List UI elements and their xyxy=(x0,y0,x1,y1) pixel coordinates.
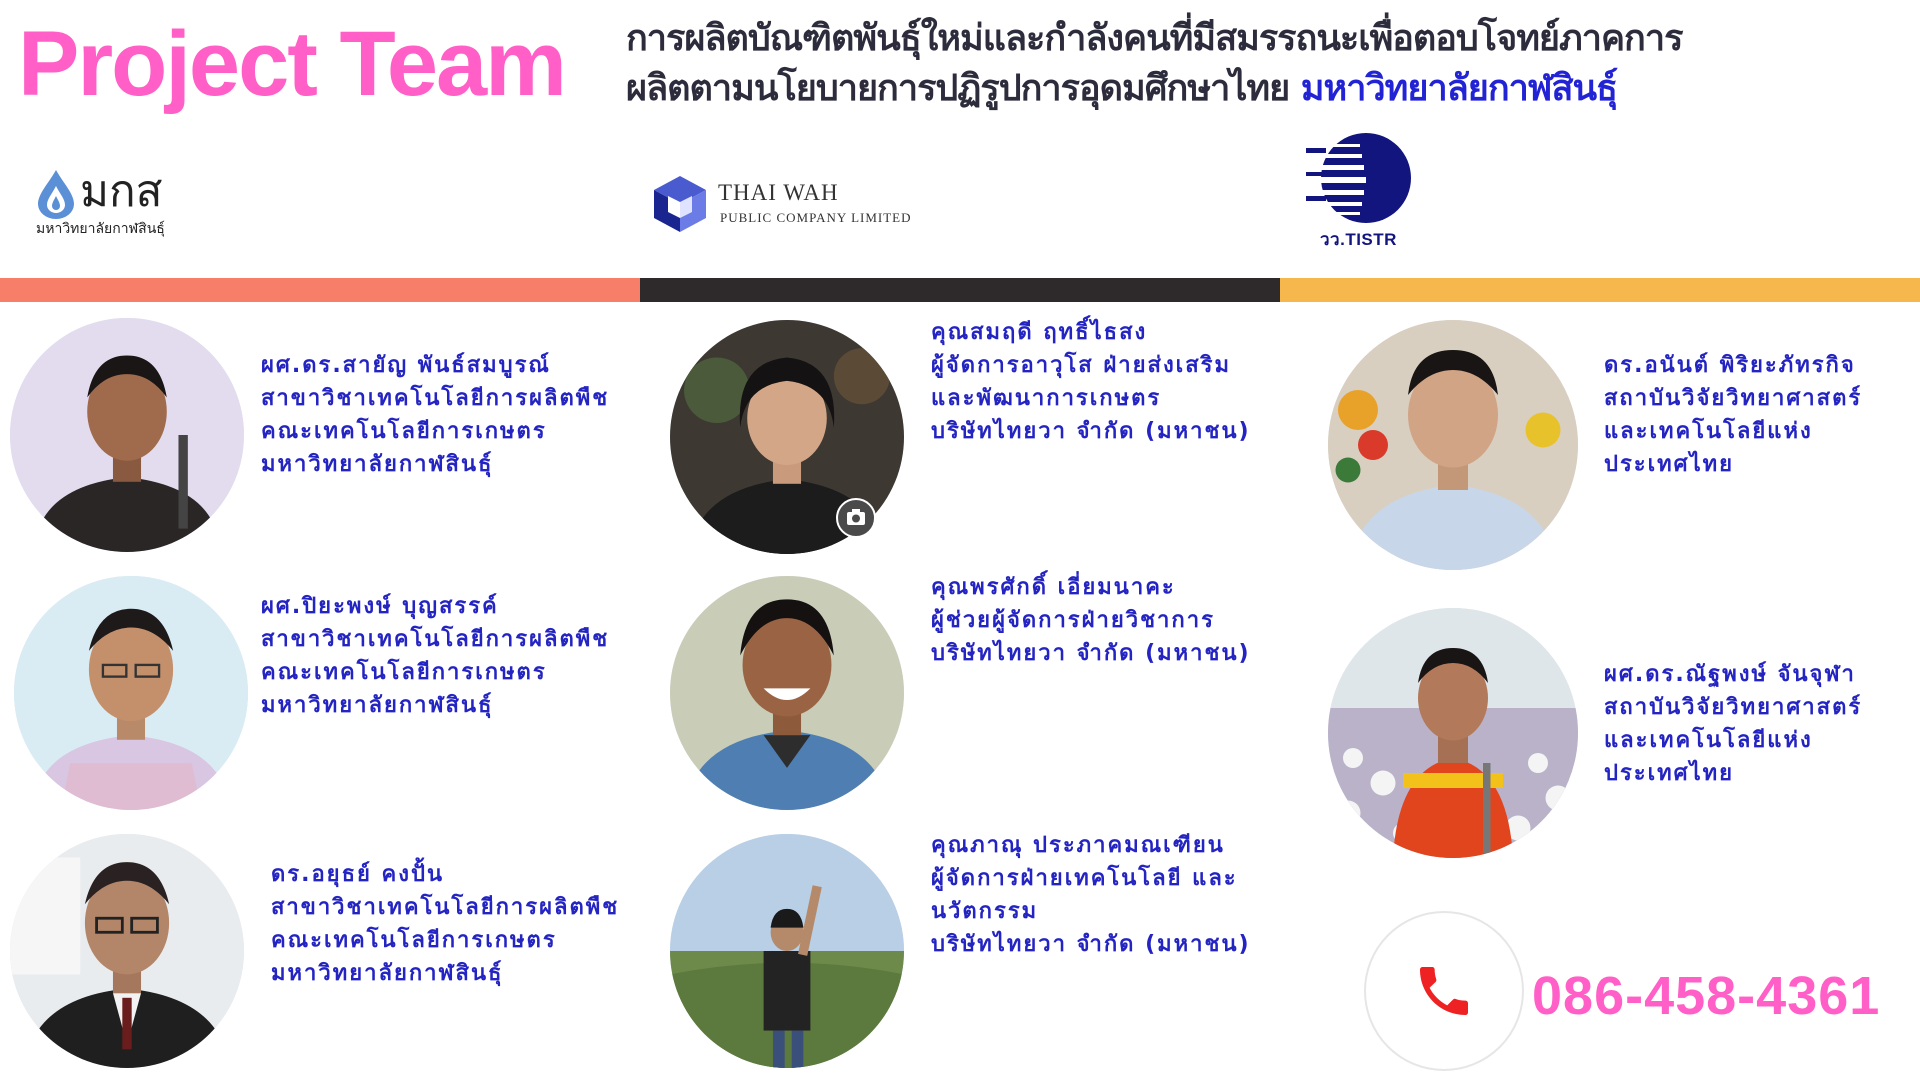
member-info xyxy=(931,316,1251,448)
headline-line-2 xyxy=(626,64,1916,114)
phone-icon xyxy=(1412,959,1476,1023)
member-info xyxy=(1604,658,1862,790)
member-detail: ผู้ช่วยผู้จัดการฝ่ายวิชาการ xyxy=(931,608,1215,633)
member-detail: และพัฒนาการเกษตร xyxy=(931,386,1162,411)
camera-icon xyxy=(836,498,876,538)
member-detail: มหาวิทยาลัยกาฬสินธุ์ xyxy=(271,961,504,986)
person-photo-icon xyxy=(10,834,244,1068)
member-photo xyxy=(10,318,244,552)
member-detail: สาขาวิชาเทคโนโลยีการผลิตพืช xyxy=(261,386,610,411)
member-name: ดร.อนันต์ พิริยะภัทรกิจ xyxy=(1604,353,1856,378)
mks-subtitle: มหาวิทยาลัยกาฬสินธุ์ xyxy=(36,221,165,237)
member-info xyxy=(271,858,619,990)
member-detail: มหาวิทยาลัยกาฬสินธุ์ xyxy=(261,452,494,477)
member-photo xyxy=(1328,608,1578,858)
person-photo-icon xyxy=(670,834,904,1068)
member-detail: สาขาวิชาเทคโนโลยีการผลิตพืช xyxy=(261,627,610,652)
headline-line-2-text: ผลิตตามนโยบายการปฏิรูปการอุดมศึกษาไทย xyxy=(626,68,1290,109)
member-detail: คณะเทคโนโลยีการเกษตร xyxy=(261,660,547,685)
member-info xyxy=(931,571,1251,670)
member-info xyxy=(261,349,609,481)
member-name: คุณพรศักดิ์ เอี่ยมนาคะ xyxy=(931,575,1176,600)
member-detail: บริษัทไทยวา จำกัด (มหาชน) xyxy=(931,419,1251,444)
member-photo xyxy=(670,576,904,810)
member-detail: สถาบันวิจัยวิทยาศาสตร์ xyxy=(1604,695,1863,720)
member-photo xyxy=(14,576,248,810)
member-name: ผศ.ดร.สายัญ พันธ์สมบูรณ์ xyxy=(261,353,551,378)
member-detail: คณะเทคโนโลยีการเกษตร xyxy=(271,928,557,953)
member-detail: สถาบันวิจัยวิทยาศาสตร์ xyxy=(1604,386,1863,411)
thaiwah-name: THAI WAH xyxy=(718,180,839,205)
member-name: ผศ.ดร.ณัฐพงษ์ จันจุฬา xyxy=(1604,662,1856,687)
person-photo-icon xyxy=(10,318,244,552)
divider-bar-orange xyxy=(0,278,640,302)
member-name: คุณสมฤดี ฤทธิ์ไธสง xyxy=(931,320,1148,345)
member-detail: คณะเทคโนโลยีการเกษตร xyxy=(261,419,547,444)
headline-line-1: การผลิตบัณฑิตพันธุ์ใหม่และกำลังคนที่มีสมรรถนะเพื่อตอบโจทย์ภาคการ xyxy=(626,18,1683,59)
member-detail: และเทคโนโลยีแห่ง xyxy=(1604,728,1813,753)
person-photo-icon xyxy=(1328,608,1578,858)
water-drop-icon xyxy=(34,168,78,220)
member-detail: และเทคโนโลยีแห่ง xyxy=(1604,419,1813,444)
thaiwah-subtitle: PUBLIC COMPANY LIMITED xyxy=(720,210,912,225)
member-detail: ผู้จัดการอาวุโส ฝ่ายส่งเสริม xyxy=(931,353,1231,378)
logo-thaiwah xyxy=(652,172,952,236)
divider-bar-yellow xyxy=(1280,278,1920,302)
member-detail: ประเทศไทย xyxy=(1604,452,1735,477)
member-detail: นวัตกรรม xyxy=(931,899,1039,924)
person-photo-icon xyxy=(14,576,248,810)
member-detail: สาขาวิชาเทคโนโลยีการผลิตพืช xyxy=(271,895,620,920)
tistr-globe-icon xyxy=(1302,130,1426,226)
person-photo-icon xyxy=(670,576,904,810)
member-info xyxy=(261,590,609,722)
member-detail: บริษัทไทยวา จำกัด (มหาชน) xyxy=(931,641,1251,666)
member-detail: ประเทศไทย xyxy=(1604,761,1735,786)
member-detail: มหาวิทยาลัยกาฬสินธุ์ xyxy=(261,693,494,718)
logo-kalasin-university xyxy=(34,162,234,242)
phone-icon-badge[interactable] xyxy=(1364,911,1524,1071)
member-info xyxy=(1604,349,1862,481)
member-detail: ผู้จัดการฝ่ายเทคโนโลยี และ xyxy=(931,866,1238,891)
headline-university: มหาวิทยาลัยกาฬสินธุ์ xyxy=(1300,68,1618,109)
member-name: ผศ.ปิยะพงษ์ บุญสรรค์ xyxy=(261,594,499,619)
member-photo xyxy=(1328,320,1578,570)
person-photo-icon xyxy=(1328,320,1578,570)
member-photo xyxy=(670,834,904,1068)
page-title: Project Team xyxy=(18,13,565,115)
member-name: คุณภาณุ ประภาคมณเฑียน xyxy=(931,833,1225,858)
cube-logo-icon xyxy=(652,174,708,234)
member-photo xyxy=(10,834,244,1068)
tistr-wordmark: วว.TISTR xyxy=(1320,230,1397,249)
phone-number[interactable]: 086-458-4361 xyxy=(1532,966,1881,1026)
logo-tistr xyxy=(1302,130,1426,250)
divider-bar-dark xyxy=(640,278,1280,302)
mks-wordmark: มกส xyxy=(80,166,163,217)
member-name: ดร.อยุธย์ คงปั้น xyxy=(271,862,445,887)
member-detail: บริษัทไทยวา จำกัด (มหาชน) xyxy=(931,932,1251,957)
project-headline xyxy=(626,14,1916,114)
member-info xyxy=(931,829,1251,961)
